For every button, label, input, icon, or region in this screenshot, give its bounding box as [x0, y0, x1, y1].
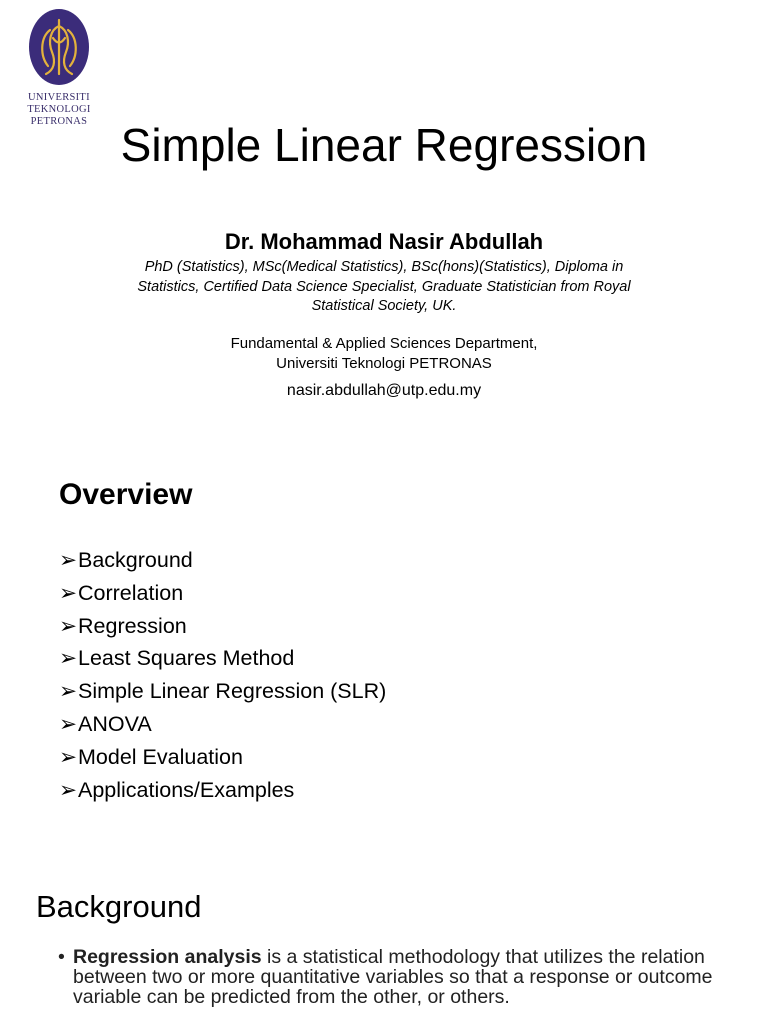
overview-list [59, 544, 386, 806]
page-title: Simple Linear Regression [120, 119, 648, 171]
key-term: Regression analysis [73, 946, 262, 968]
arrow-bullet-icon: ➢ [59, 744, 78, 769]
author-department [0, 334, 768, 373]
list-item-label: Least Squares Method [78, 646, 295, 671]
list-item-label: Simple Linear Regression (SLR) [78, 679, 387, 704]
list-item [59, 642, 386, 675]
logo-line: TEKNOLOGI [27, 104, 91, 115]
list-item [59, 610, 386, 643]
arrow-bullet-icon: ➢ [59, 548, 78, 572]
logo-line: PETRONAS [30, 116, 88, 127]
logo-line: UNIVERSITI [28, 92, 90, 103]
arrow-bullet-icon: ➢ [59, 711, 78, 736]
list-item [59, 708, 386, 741]
list-item-label: Applications/Examples [78, 777, 295, 802]
list-item [59, 741, 386, 774]
department-line: Fundamental & Applied Sciences Department, [230, 335, 538, 352]
department-line: Universiti Teknologi PETRONAS [276, 354, 492, 372]
arrow-bullet-icon: ➢ [59, 580, 78, 605]
arrow-bullet-icon: ➢ [59, 613, 78, 638]
university-logo [24, 8, 94, 128]
list-item-label: ANOVA [78, 711, 152, 736]
author-name: Dr. Mohammad Nasir Abdullah [224, 229, 544, 254]
list-item-label: Correlation [78, 580, 184, 605]
utp-emblem-icon [28, 8, 90, 86]
list-item-label: Model Evaluation [78, 744, 243, 769]
list-item-label: Regression [78, 613, 187, 638]
list-item [59, 544, 386, 577]
list-item [59, 774, 386, 807]
list-item-label: Background [78, 548, 193, 572]
author-credentials: PhD (Statistics), MSc(Medical Statistics), BSc(hons)(Statistics), Diploma in Statistics, Certified Data Science Specialist, Graduate Statistician from Royal Statistical Society, UK. [137, 259, 631, 314]
arrow-bullet-icon: ➢ [59, 777, 78, 802]
background-heading: Background [36, 889, 202, 924]
bullet-dot-icon: • [58, 946, 65, 968]
arrow-bullet-icon: ➢ [59, 679, 78, 704]
overview-heading: Overview [59, 478, 193, 511]
list-item [59, 675, 386, 708]
background-paragraph [58, 947, 718, 1007]
author-email: nasir.abdullah@utp.edu.my [286, 382, 482, 399]
background-text [73, 947, 718, 1007]
definition-text: is a statistical methodology that utilizes the relation between two or more quantitative variables so that a response or outcome variable can be predicted from the other, or others. [73, 946, 713, 1008]
list-item [59, 577, 386, 610]
arrow-bullet-icon: ➢ [59, 646, 78, 671]
